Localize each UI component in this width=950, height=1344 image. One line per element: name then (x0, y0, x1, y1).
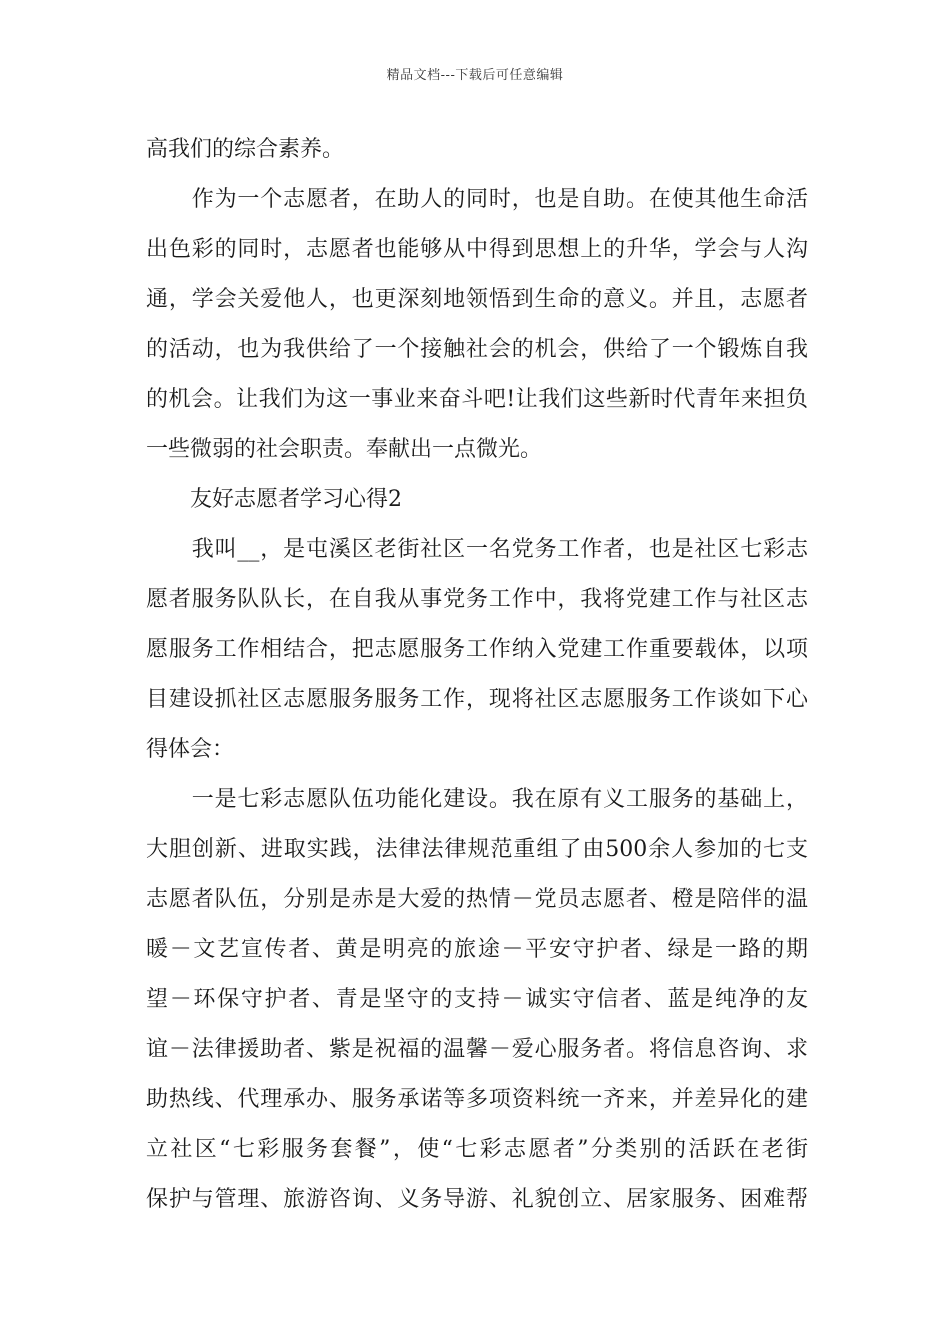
document-body (146, 125, 808, 1225)
text-line: 的活动，也为我供给了一个接触社会的机会，供给了一个锻炼自我 (146, 337, 808, 362)
text-line: 作为一个志愿者，在助人的同时，也是自助。在使其他生命活 (146, 187, 808, 212)
text-line: 一些微弱的社会职责。奉献出一点微光。 (146, 437, 543, 462)
text-line: 通，学会关爱他人，也更深刻地领悟到生命的意义。并且，志愿者 (146, 287, 808, 312)
text-line: 一是七彩志愿队伍功能化建设。我在原有义工服务的基础上， (146, 787, 808, 812)
text-line: 愿服务工作相结合，把志愿服务工作纳入党建工作重要载体，以项 (146, 637, 808, 662)
text-line: 大胆创新、进取实践，法律法律规范重组了由500余人参加的七支 (146, 837, 808, 862)
text-line: 目建设抓社区志愿服务服务工作，现将社区志愿服务工作谈如下心 (146, 687, 808, 712)
text-line: 得体会： (146, 737, 235, 762)
text-line: 愿者服务队队长，在自我从事党务工作中，我将党建工作与社区志 (146, 587, 808, 612)
text-line: 的机会。让我们为这一事业来奋斗吧!让我们这些新时代青年来担负 (146, 387, 808, 412)
text-line: 助热线、代理承办、服务承诺等多项资料统一齐来，并差异化的建 (146, 1087, 808, 1112)
text-line: 立社区“七彩服务套餐”，使“七彩志愿者”分类别的活跃在老街 (146, 1137, 808, 1162)
page-header: 精品文档---下载后可任意编辑 (386, 68, 564, 83)
text-line: 保护与管理、旅游咨询、义务导游、礼貌创立、居家服务、困难帮 (146, 1187, 808, 1212)
text-line: 高我们的综合素养。 (146, 137, 345, 162)
text-line: 谊－法律援助者、紫是祝福的温馨－爱心服务者。将信息咨询、求 (146, 1037, 808, 1062)
text-line: 望－环保守护者、青是坚守的支持－诚实守信者、蓝是纯净的友 (146, 987, 808, 1012)
text-line: 志愿者队伍，分别是赤是大爱的热情－党员志愿者、橙是陪伴的温 (146, 887, 808, 912)
section-heading: 友好志愿者学习心得2 (146, 487, 402, 512)
text-line: 暖－文艺宣传者、黄是明亮的旅途－平安守护者、绿是一路的期 (146, 937, 808, 962)
text-line: 出色彩的同时，志愿者也能够从中得到思想上的升华，学会与人沟 (146, 237, 808, 262)
text-line: 我叫__，是屯溪区老街社区一名党务工作者，也是社区七彩志 (146, 537, 808, 562)
